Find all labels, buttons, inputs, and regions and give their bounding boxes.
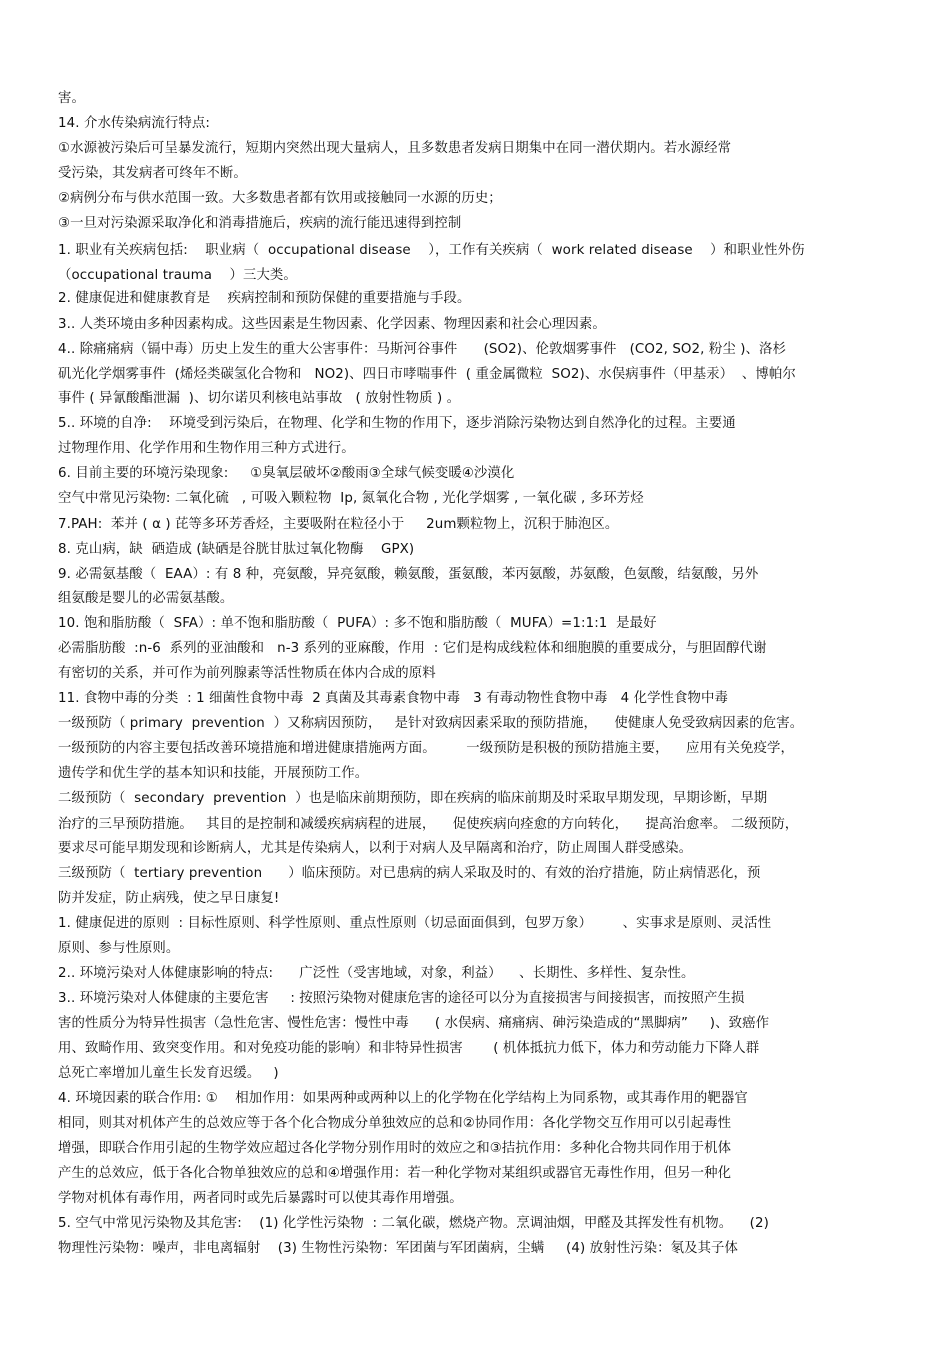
text-line: 原则、参与性原则。 [58,941,180,956]
text-line: 4.. 除痛痛病（镉中毒）历史上发生的重大公害事件：马斯河谷事件 (SO2)、伦敦烟雾事件 (CO2, SO2, 粉尘 )、洛杉 [58,342,787,357]
text-line: 3.. 人类环境由多种因素构成。这些因素是生物因素、化学因素、物理因素和社会心理因素。 [58,317,606,332]
text-line: 二级预防（ secondary prevention ）也是临床前期预防，即在疾病的临床前期及时采取早期发现，早期诊断，早期 [58,791,768,806]
text-line: 3.. 环境污染对人体健康的主要危害 : 按照污染物对健康危害的途径可以分为直接损害与间接损害，而按照产生损 [58,991,745,1006]
text-line: 2.. 环境污染对人体健康影响的特点: 广泛性（受害地域，对象，利益） 、长期性、多样性、复杂性。 [58,966,695,981]
text-line: 学物对机体有毒作用，两者同时或先后暴露时可以使其毒作用增强。 [58,1191,463,1206]
text-line: ②病例分布与供水范围一致。大多数患者都有饮用或接触同一水源的历史； [58,191,502,206]
text-line: 5.. 环境的自净: 环境受到污染后，在物理、化学和生物的作用下，逐步消除污染物达到自然净化的过程。主要通 [58,416,736,431]
text-line: ①水源被污染后可呈暴发流行，短期内突然出现大量病人，且多数患者发病日期集中在同一潜伏期内。若水源经常 [58,141,732,156]
text-line: 矶光化学烟雾事件 (烯烃类碳氢化合物和 NO2)、四日市哮喘事件 ( 重金属微粒 SO2)、水俣病事件（甲基汞） 、博帕尔 [58,367,796,382]
text-line: 事件 ( 异氰酸酯泄漏 )、切尔诺贝利核电站事故 ( 放射性物质 ) 。 [58,391,461,406]
text-line: 遗传学和优生学的基本知识和技能，开展预防工作。 [58,766,369,781]
text-line: 害的性质分为特异性损害（急性危害、慢性危害：慢性中毒 ( 水俣病、痛痛病、砷污染造成的“黑脚病” )、致癌作 [58,1016,770,1031]
text-line: 6. 目前主要的环境污染现象: ①臭氧层破坏②酸雨③全球气候变暖④沙漠化 [58,466,515,481]
text-line: 物理性污染物：噪声，非电离辐射 (3) 生物性污染物：军团菌与军团菌病，尘螨 (4) 放射性污染：氡及其子体 [58,1241,739,1256]
text-line: （occupational trauma ）三大类。 [58,268,297,283]
text-line: 5. 空气中常见污染物及其危害: (1) 化学性污染物 : 二氧化碳，燃烧产物。烹调油烟，甲醛及其挥发性有机物。 (2) [58,1216,769,1231]
text-line: 14. 介水传染病流行特点: [58,116,210,131]
text-line: 害。 [58,91,85,106]
text-line: 2. 健康促进和健康教育是 疾病控制和预防保健的重要措施与手段。 [58,291,471,306]
text-line: 11. 食物中毒的分类 : 1 细菌性食物中毒 2 真菌及其毒素食物中毒 3 有毒动物性食物中毒 4 化学性食物中毒 [58,691,729,706]
text-line: 产生的总效应，低于各化合物单独效应的总和④增强作用：若一种化学物对某组织或器官无毒性作用，但另一种化 [58,1166,732,1181]
text-line: ③一旦对污染源采取净化和消毒措施后，疾病的流行能迅速得到控制 [58,216,462,231]
text-line: 防并发症，防止病残，使之早日康复! [58,891,280,906]
text-line: 有密切的关系，并可作为前列腺素等活性物质在体内合成的原料 [58,666,436,681]
text-line: 过物理作用、化学作用和生物作用三种方式进行。 [58,441,355,456]
text-line: 一级预防（ primary prevention ）又称病因预防， 是针对致病因素采取的预防措施， 使健康人免受致病因素的危害。 [58,716,804,731]
text-line: 治疗的三早预防措施。 其目的是控制和减缓疾病病程的进展， 促使疾病向痊愈的方向转化， 提高治愈率。 二级预防， [58,817,799,832]
text-line: 受污染，其发病者可终年不断。 [58,166,247,181]
text-line: 相同，则其对机体产生的总效应等于各个化合物成分单独效应的总和②协同作用：各化学物交互作用可以引起毒性 [58,1116,732,1131]
text-line: 1. 职业有关疾病包括: 职业病（ occupational disease ），工作有关疾病（ work related disease ）和职业性外伤 [58,243,805,258]
text-line: 必需脂肪酸 :n-6 系列的亚油酸和 n-3 系列的亚麻酸，作用 : 它们是构成线粒体和细胞膜的重要成分，与胆固醇代谢 [58,641,767,656]
text-line: 用、致畸作用、致突变作用。和对免疫功能的影响）和非特异性损害 ( 机体抵抗力低下，体力和劳动能力下降人群 [58,1041,760,1056]
text-line: 要求尽可能早期发现和诊断病人，尤其是传染病人，以利于对病人及早隔离和治疗，防止周围人群受感染。 [58,841,693,856]
text-line: 组氨酸是婴儿的必需氨基酸。 [58,591,234,606]
text-line: 空气中常见污染物: 二氧化硫 , 可吸入颗粒物 Ip, 氮氧化合物 , 光化学烟雾 , 一氧化碳 , 多环芳烃 [58,491,644,506]
text-line: 7.PAH: 苯并 ( α ) 芘等多环芳香烃，主要吸附在粒径小于 2um颗粒物上，沉积于肺泡区。 [58,517,619,532]
text-line: 总死亡率增加儿童生长发育迟缓。 ) [58,1066,279,1081]
text-line: 9. 必需氨基酸（ EAA）: 有 8 种，亮氨酸，异亮氨酸，赖氨酸，蛋氨酸，苯丙氨酸，苏氨酸，色氨酸，结氨酸，另外 [58,567,759,582]
text-line: 4. 环境因素的联合作用: ① 相加作用：如果两种或两种以上的化学物在化学结构上为同系物，或其毒作用的靶器官 [58,1091,748,1106]
text-line: 一级预防的内容主要包括改善环境措施和增进健康措施两方面。 一级预防是积极的预防措施主要， 应用有关免疫学， [58,741,794,756]
text-line: 10. 饱和脂肪酸（ SFA）: 单不饱和脂肪酸（ PUFA）: 多不饱和脂肪酸（ MUFA）=1:1:1 是最好 [58,616,657,631]
text-line: 8. 克山病，缺 硒造成 (缺硒是谷胱甘肽过氧化物酶 GPX) [58,542,415,557]
text-line: 1. 健康促进的原则 : 目标性原则、科学性原则、重点性原则（切忌面面俱到，包罗万象） 、实事求是原则、灵活性 [58,916,772,931]
text-line: 三级预防（ tertiary prevention ）临床预防。对已患病的病人采取及时的、有效的治疗措施，防止病情恶化，预 [58,866,761,881]
text-line: 增强，即联合作用引起的生物学效应超过各化学物分别作用时的效应之和③拮抗作用：多种化合物共同作用于机体 [58,1141,732,1156]
